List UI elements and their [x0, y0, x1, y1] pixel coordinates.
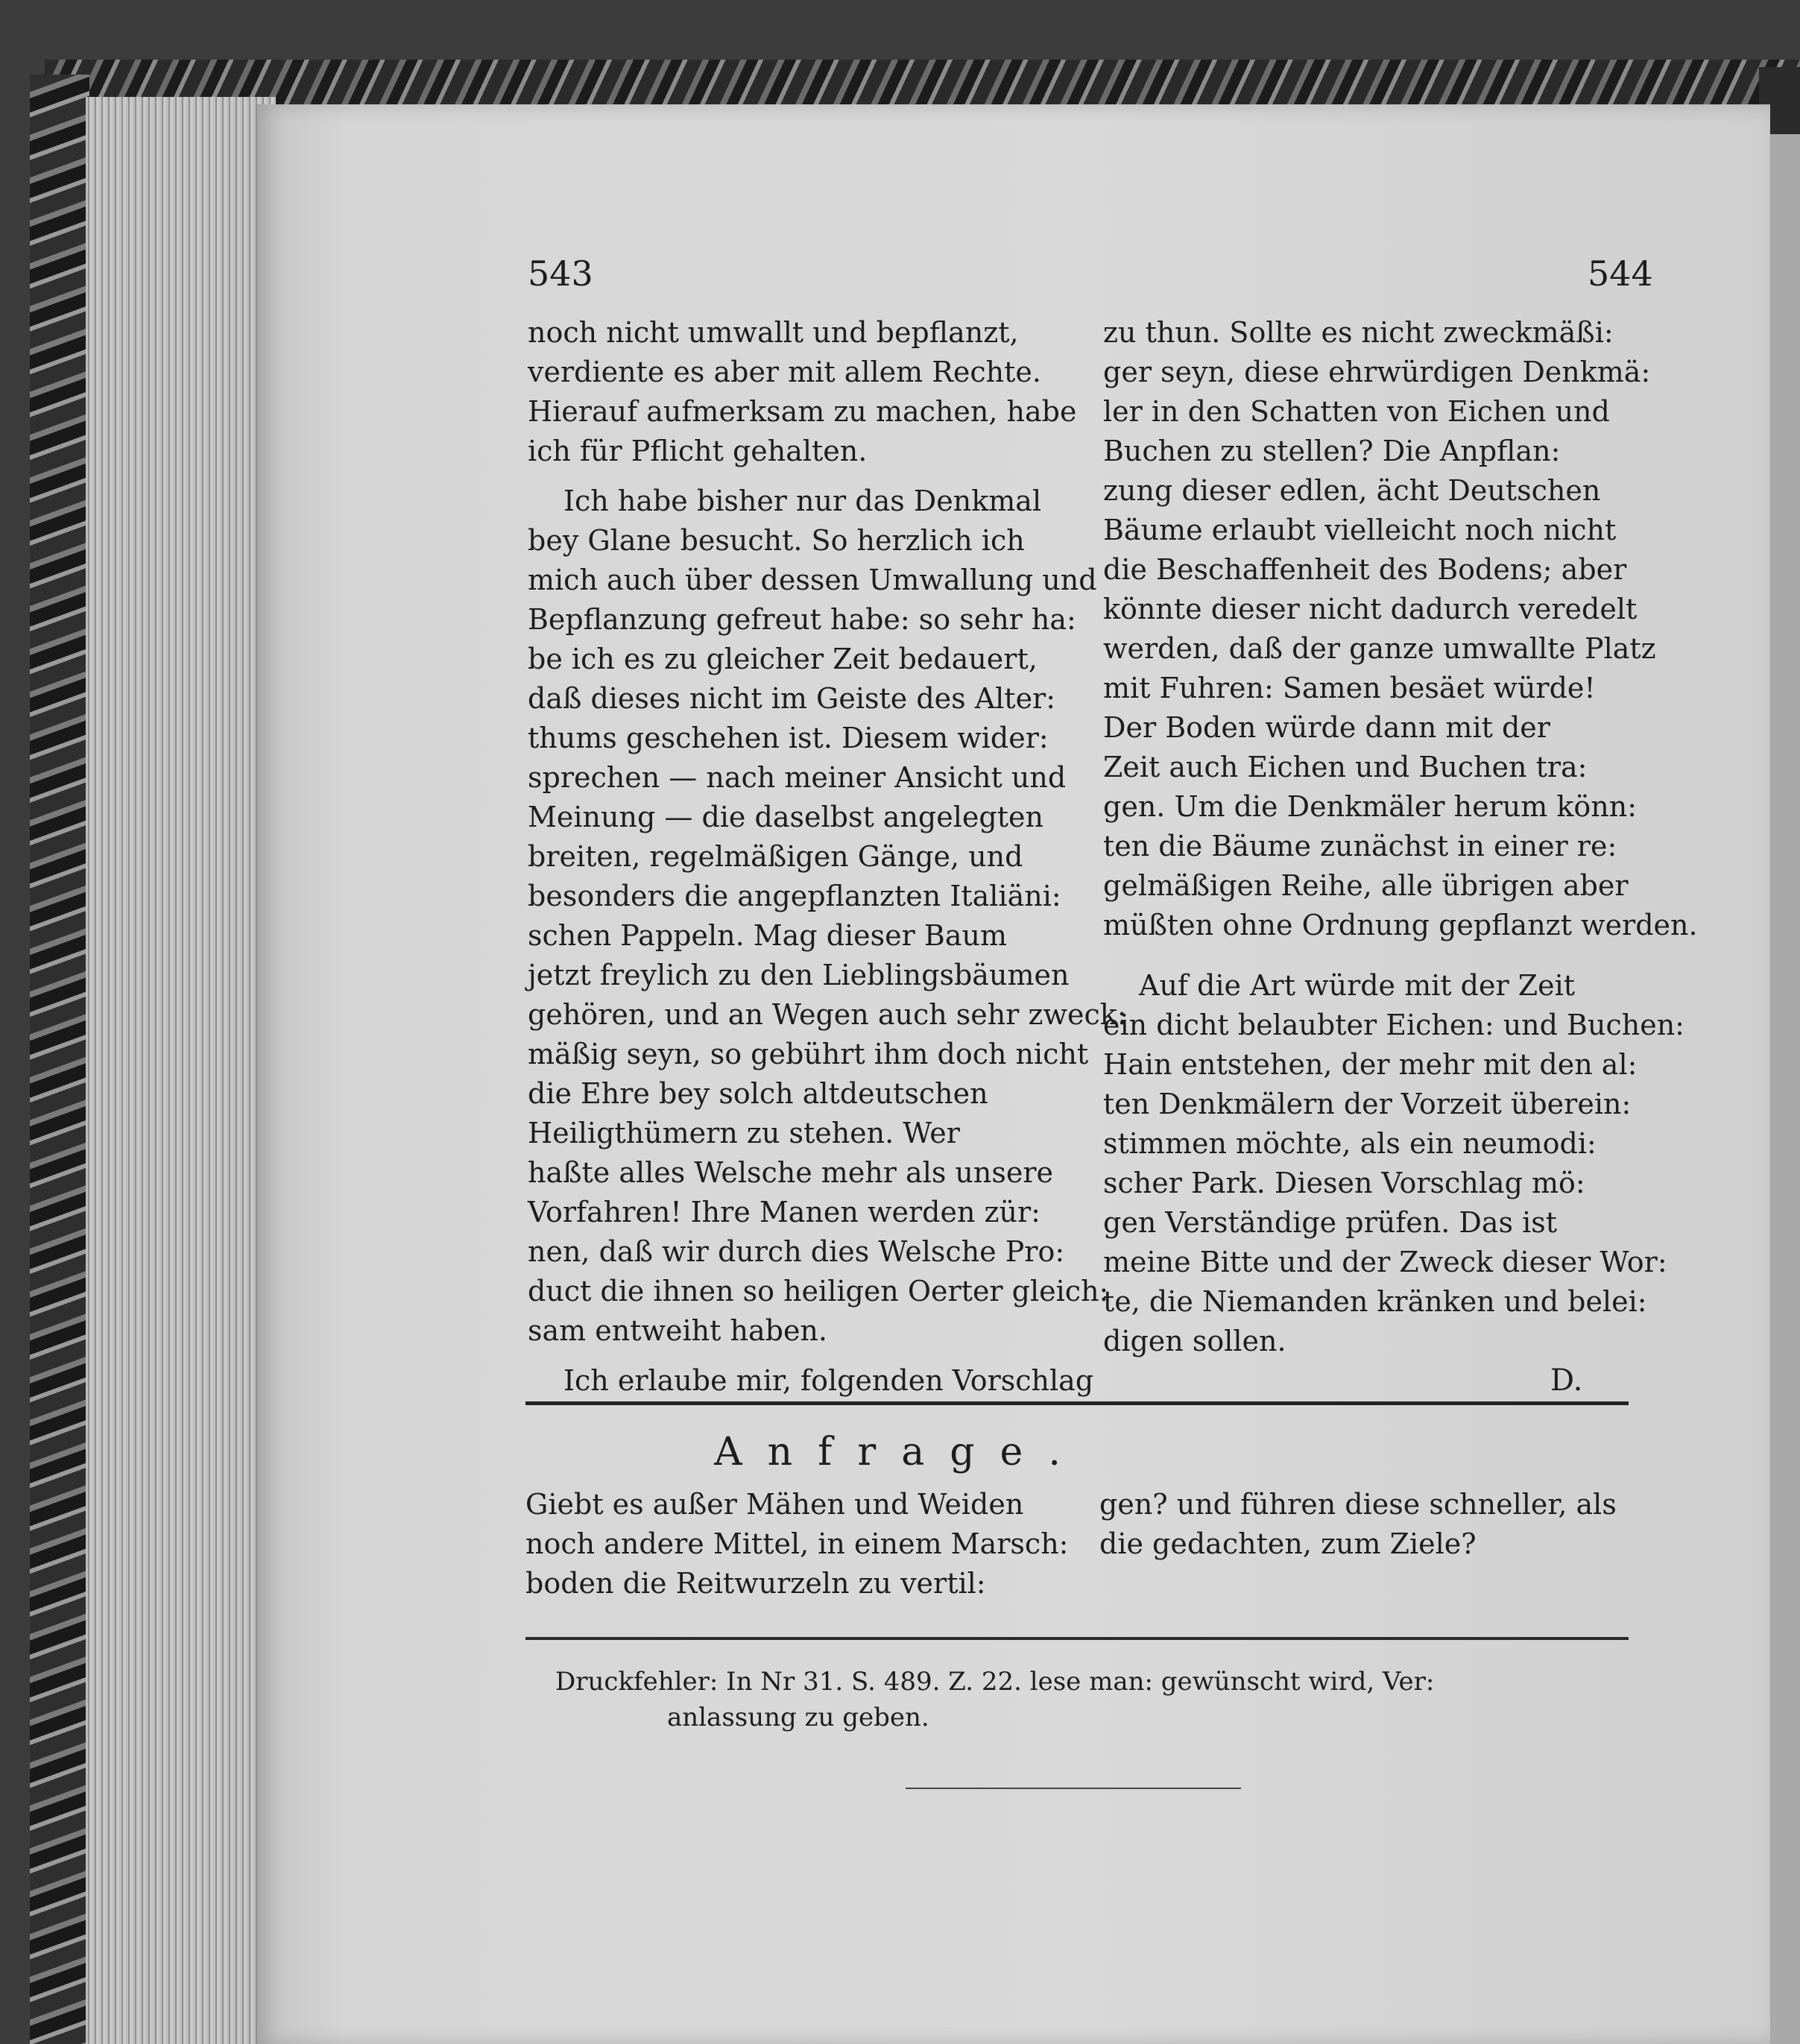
text-line: schen Pappeln. Mag dieser Baum	[528, 919, 1007, 952]
text-line: thums geschehen ist. Diesem wider:	[528, 722, 1049, 754]
text-line: breiten, regelmäßigen Gänge, und	[528, 840, 1023, 873]
text-line: müßten ohne Ordnung gepflanzt werden.	[1103, 909, 1698, 941]
text-line: gelmäßigen Reihe, alle übrigen aber	[1103, 869, 1629, 902]
text-line: Ich habe bisher nur das Denkmal	[563, 485, 1042, 517]
text-line: Auf die Art würde mit der Zeit	[1139, 969, 1576, 1002]
closing-rule	[906, 1788, 1241, 1789]
text-line: verdiente es aber mit allem Rechte.	[528, 356, 1041, 388]
text-line: Ich erlaube mir, folgenden Vorschlag	[563, 1364, 1094, 1397]
text-line: daß dieses nicht im Geiste des Alter:	[528, 682, 1056, 715]
text-line: Buchen zu stellen? Die Anpflan:	[1103, 435, 1561, 467]
text-line: Vorfahren! Ihre Manen werden zür:	[528, 1196, 1040, 1228]
text-line: ger seyn, diese ehrwürdigen Denkmä:	[1103, 356, 1651, 388]
text-line: haßte alles Welsche mehr als unsere	[528, 1156, 1054, 1189]
text-line: duct die ihnen so heiligen Oerter gleich:	[528, 1275, 1109, 1308]
text-line: Meinung — die daselbst angelegten	[528, 801, 1043, 833]
left-column	[528, 313, 1127, 1401]
text-line: Bepflanzung gefreut habe: so sehr ha:	[528, 603, 1076, 636]
text-line: mäßig seyn, so gebührt ihm doch nicht	[528, 1038, 1089, 1070]
text-line: bey Glane besucht. So herzlich ich	[528, 524, 1025, 557]
page-number-right: 544	[1588, 253, 1653, 294]
text-line: sprechen — nach meiner Ansicht und	[528, 761, 1067, 794]
text-line: te, die Niemanden kränken und belei:	[1103, 1285, 1647, 1318]
book-spine	[30, 75, 89, 2044]
text-line: Hierauf aufmerksam zu machen, habe	[528, 395, 1077, 428]
text-line: könnte dieser nicht dadurch veredelt	[1103, 593, 1638, 625]
text-line: die Ehre bey solch altdeutschen	[528, 1077, 988, 1110]
errata-note	[555, 1664, 1434, 1735]
right-page-edge	[1770, 134, 1800, 2044]
right-column	[1103, 313, 1698, 1401]
text-line: ler in den Schatten von Eichen und	[1103, 395, 1610, 428]
text-line: nen, daß wir durch dies Welsche Pro:	[528, 1235, 1065, 1268]
section-divider	[525, 1637, 1629, 1640]
text-line: boden die Reitwurzeln zu vertil:	[525, 1567, 986, 1600]
text-line: be ich es zu gleicher Zeit bedauert,	[528, 643, 1038, 675]
text-line: mit Fuhren: Samen besäet würde!	[1103, 672, 1596, 704]
text-line: ten Denkmälern der Vorzeit überein:	[1103, 1088, 1632, 1120]
text-line: mich auch über dessen Umwallung und	[528, 564, 1097, 596]
text-line: Hain entstehen, der mehr mit den al:	[1103, 1048, 1638, 1081]
page-number-left: 543	[528, 253, 593, 294]
text-line: noch nicht umwallt und bepflanzt,	[528, 316, 1019, 349]
query-right-column	[1099, 1485, 1617, 1564]
text-line: digen sollen.	[1103, 1325, 1286, 1357]
author-signature: D.	[1550, 1363, 1583, 1398]
text-line: stimmen möchte, als ein neumodi:	[1103, 1127, 1597, 1160]
text-line: ten die Bäume zunächst in einer re:	[1103, 830, 1617, 862]
section-divider	[525, 1401, 1629, 1405]
errata-line: Druckfehler: In Nr 31. S. 489. Z. 22. lese man: gewünscht wird, Ver:	[555, 1667, 1435, 1697]
text-line: Der Boden würde dann mit der	[1103, 711, 1550, 744]
text-line: noch andere Mittel, in einem Marsch:	[525, 1527, 1069, 1560]
text-line: gen Verständige prüfen. Das ist	[1103, 1206, 1558, 1239]
text-line: Bäume erlaubt vielleicht noch nicht	[1103, 514, 1617, 546]
text-line: zung dieser edlen, ächt Deutschen	[1103, 474, 1601, 507]
errata-line: anlassung zu geben.	[667, 1703, 929, 1732]
text-line: Zeit auch Eichen und Buchen tra:	[1103, 751, 1588, 783]
text-line: scher Park. Diesen Vorschlag mö:	[1103, 1167, 1585, 1199]
text-line: ein dicht belaubter Eichen: und Buchen:	[1103, 1009, 1684, 1041]
text-line: die Beschaffenheit des Bodens; aber	[1103, 553, 1627, 586]
text-line: die gedachten, zum Ziele?	[1099, 1527, 1477, 1560]
text-line: jetzt freylich zu den Lieblingsbäumen	[528, 959, 1070, 991]
text-line: ich für Pflicht gehalten.	[528, 435, 868, 467]
text-line: Heiligthümern zu stehen. Wer	[528, 1117, 960, 1149]
text-line: gen. Um die Denkmäler herum könn:	[1103, 790, 1638, 823]
text-line: besonders die angepflanzten Italiäni:	[528, 880, 1061, 912]
text-line: zu thun. Sollte es nicht zweckmäßi:	[1103, 316, 1614, 349]
text-line: Giebt es außer Mähen und Weiden	[525, 1488, 1024, 1521]
text-line: werden, daß der ganze umwallte Platz	[1103, 632, 1656, 665]
section-heading: Anfrage.	[714, 1430, 1086, 1474]
text-line: gehören, und an Wegen auch sehr zweck:	[528, 998, 1127, 1031]
page-edges	[86, 97, 276, 2044]
text-line: meine Bitte und der Zweck dieser Wor:	[1103, 1246, 1667, 1278]
text-line: gen? und führen diese schneller, als	[1099, 1488, 1617, 1521]
query-left-column	[525, 1485, 1068, 1603]
text-line: sam entweiht haben.	[528, 1314, 827, 1347]
